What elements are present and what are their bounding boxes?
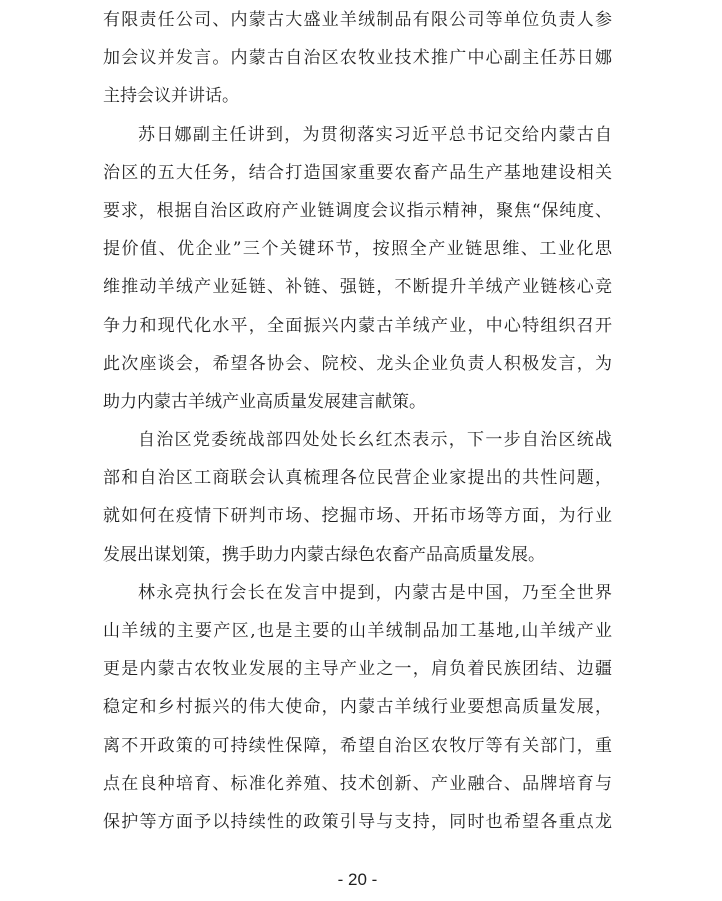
page-number: - 20 - <box>337 870 378 889</box>
text-line: 离不开政策的可持续性保障，希望自治区农牧厅等有关部门，重 <box>103 735 612 756</box>
text-line: 此次座谈会，希望各协会、院校、龙头企业负责人积极发言，为 <box>103 353 612 374</box>
document-body <box>103 1 612 841</box>
text-line: 就如何在疫情下研判市场、挖掘市场、开拓市场等方面，为行业 <box>103 506 612 527</box>
text-line: 要求，根据自治区政府产业链调度会议指示精神，聚焦“保纯度、 <box>103 200 612 221</box>
text-line: 有限责任公司、内蒙古大盛业羊绒制品有限公司等单位负责人参 <box>103 10 612 30</box>
text-line: 更是内蒙古农牧业发展的主导产业之一，肩负着民族团结、边疆 <box>103 659 612 680</box>
text-line: 部和自治区工商联会认真梳理各位民营企业家提出的共性问题， <box>103 468 612 489</box>
text-line: 保护等方面予以持续性的政策引导与支持，同时也希望各重点龙 <box>103 811 612 832</box>
text-line: 提价值、优企业”三个关键环节，按照全产业链思维、工业化思 <box>103 239 612 260</box>
text-line: 维推动羊绒产业延链、补链、强链，不断提升羊绒产业链核心竞 <box>103 277 612 298</box>
text-line: 加会议并发言。内蒙古自治区农牧业技术推广中心副主任苏日娜 <box>103 48 612 69</box>
text-line: 点在良种培育、标准化养殖、技术创新、产业融合、品牌培育与 <box>103 773 612 794</box>
text-line: 主持会议并讲话。 <box>103 86 239 107</box>
text-line: 苏日娜副主任讲到，为贯彻落实习近平总书记交给内蒙古自 <box>138 124 612 145</box>
text-line: 助力内蒙古羊绒产业高质量发展建言献策。 <box>103 391 426 412</box>
text-line: 自治区党委统战部四处处长幺红杰表示，下一步自治区统战 <box>138 430 612 451</box>
text-line: 稳定和乡村振兴的伟大使命，内蒙古羊绒行业要想高质量发展， <box>103 697 612 718</box>
text-line: 治区的五大任务，结合打造国家重要农畜产品生产基地建设相关 <box>103 162 612 183</box>
text-line: 发展出谋划策，携手助力内蒙古绿色农畜产品高质量发展。 <box>103 544 545 565</box>
text-line: 争力和现代化水平，全面振兴内蒙古羊绒产业，中心特组织召开 <box>103 315 612 336</box>
text-line: 林永亮执行会长在发言中提到，内蒙古是中国，乃至全世界 <box>138 582 612 603</box>
text-line: 山羊绒的主要产区,也是主要的山羊绒制品加工基地,山羊绒产业 <box>103 621 612 641</box>
